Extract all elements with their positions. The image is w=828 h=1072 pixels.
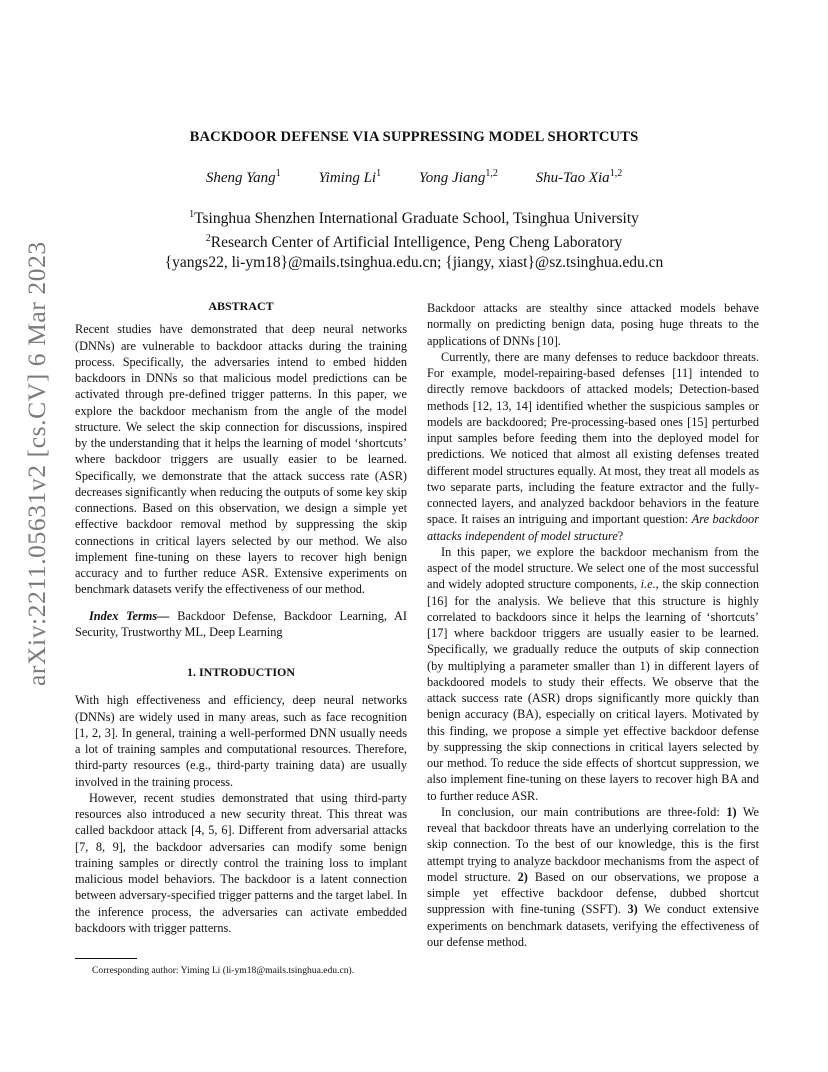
body-paragraph: Currently, there are many defenses to reduce backdoor threats. For example, model-repairing-based defenses [11] intended to directly remove backdoors of attacked models; Detection-based methods [12, 13, 14] identified whether the suspicious samples or models are backdoored; Pre-processing-based ones [15] perturbed input samples before feeding them into the deployed model for predictions. We noticed that almost all existing defenses treated different model structures equally. At most, they treat all models as two separate parts, including the feature extractor and the fully-connected layers, and analyzed backdoor behaviors in the feature space. It raises an intriguing and important question: Are backdoor attacks independent of model structure? — [427, 349, 759, 543]
affiliations — [0, 205, 828, 273]
author: Shu-Tao Xia$^{1,2}$ — [535, 168, 623, 186]
paper-title: BACKDOOR DEFENSE VIA SUPPRESSING MODEL SHORTCUTS — [189, 129, 639, 145]
arxiv-id-text: arXiv:2211.05631v2 [cs.CV] 6 Mar 2023 — [22, 241, 51, 686]
author: Sheng Yang$^1$ — [205, 168, 281, 186]
author-emails: {yangs22, li-ym18}@mails.tsinghua.edu.cn; {jiangy, xiast}@sz.tsinghua.edu.cn — [164, 254, 664, 272]
affiliation-line: $^2$Research Center of Artificial Intelligence, Peng Cheng Laboratory — [205, 233, 623, 252]
intro-paragraph: With high effectiveness and efficiency, deep neural networks (DNNs) are widely used in many areas, such as face recognition [1, 2, 3]. In general, training a well-performed DNN usually needs a lot of training samples and computational resources. Therefore, third-party resources (e.g., third-party training data) are usually involved in the training process. — [75, 693, 407, 789]
left-column — [75, 298, 407, 936]
corresponding-author-footnote: Corresponding author: Yiming Li (li-ym18@mails.tsinghua.edu.cn). — [75, 958, 415, 976]
body-paragraph: Backdoor attacks are stealthy since attacked models behave normally on predicting benign data, posing huge threats to the applications of DNNs [10]. — [427, 301, 759, 348]
introduction-heading: 1. INTRODUCTION — [186, 665, 295, 679]
research-question: Are backdoor attacks independent of model structure — [427, 512, 759, 543]
footnote-rule — [75, 958, 137, 959]
author-list — [0, 168, 828, 187]
abstract-text: Recent studies have demonstrated that deep neural networks (DNNs) are vulnerable to backdoor attacks during the training process. Specifically, the adversaries intend to embed hidden backdoors in DNNs so that malicious model predictions can be activated through pre-defined trigger patterns. In this paper, we explore the backdoor mechanism from the angle of the model structure. We select the skip connection for discussions, inspired by the understanding that it helps the learning of model ‘shortcuts’ where backdoor triggers are usually easier to be learned. Specifically, we demonstrate that the attack success rate (ASR) decreases significantly when reducing the outputs of some key skip connections. Based on this observation, we design a simple yet effective backdoor removal method by suppressing the skip connections in critical layers selected by our method. We also implement fine-tuning on these layers to recover high benign accuracy and to further reduce ASR. Extensive experiments on benchmark datasets verify the effectiveness of our method. — [75, 322, 407, 597]
author: Yiming Li$^1$ — [318, 168, 382, 186]
author: Yong Jiang$^{1,2}$ — [418, 168, 498, 186]
index-terms: Index Terms— Backdoor Defense, Backdoor Learning, AI Security, Trustworthy ML, Deep Learning — [75, 608, 407, 639]
body-paragraph: In this paper, we explore the backdoor mechanism from the aspect of the model structure. We select one of the most successful and widely adopted structure components, i.e., the skip connection [16] for the analysis. We believe that this structure is highly correlated to backdoors since it helps the learning of ‘shortcuts’ [17] where backdoor triggers are usually easier to be learned. Specifically, we gradually reduce the outputs of skip connection (by multiplying a parameter smaller than 1) in different layers of backdoored models to study their effects. We observe that the attack success rate (ASR) drops significantly more quickly than benign accuracy (BA), especially on critical layers. Motivated by this finding, we propose a simple yet effective backdoor defense by suppressing the skip connections in critical layers selected by our method. To reduce the side effects of shortcut suppression, we also implement fine-tuning on these layers to recover high BA and to further reduce ASR. — [427, 544, 759, 803]
arxiv-identifier-sidebar — [22, 241, 52, 686]
intro-paragraph: However, recent studies demonstrated that using third-party resources also introduced a new security threat. This threat was called backdoor attack [4, 5, 6]. Different from adversarial attacks [7, 8, 9], the backdoor adversaries can modify some benign training samples or directly control the training loss to implant malicious model behaviors. The backdoor is a latent connection between adversary-specified trigger patterns and the target label. In the inference process, the adversaries can activate embedded backdoors with trigger patterns. — [75, 790, 407, 935]
contributions-paragraph: In conclusion, our main contributions are three-fold: 1) We reveal that backdoor threats have an underlying correlation to the skip connection. To the best of our knowledge, this is the first attempt trying to analyze backdoor mechanisms from the aspect of model structure. 2) Based on our observations, we propose a simple yet effective backdoor defense, dubbed shortcut suppression with fine-tuning (SSFT). 3) We conduct extensive experiments on benchmark datasets, verifying the effectiveness of our defense method. — [427, 804, 759, 949]
right-column — [427, 300, 759, 950]
abstract-heading: ABSTRACT — [208, 299, 274, 313]
affiliation-line: $^1$Tsinghua Shenzhen International Graduate School, Tsinghua University — [189, 209, 639, 228]
